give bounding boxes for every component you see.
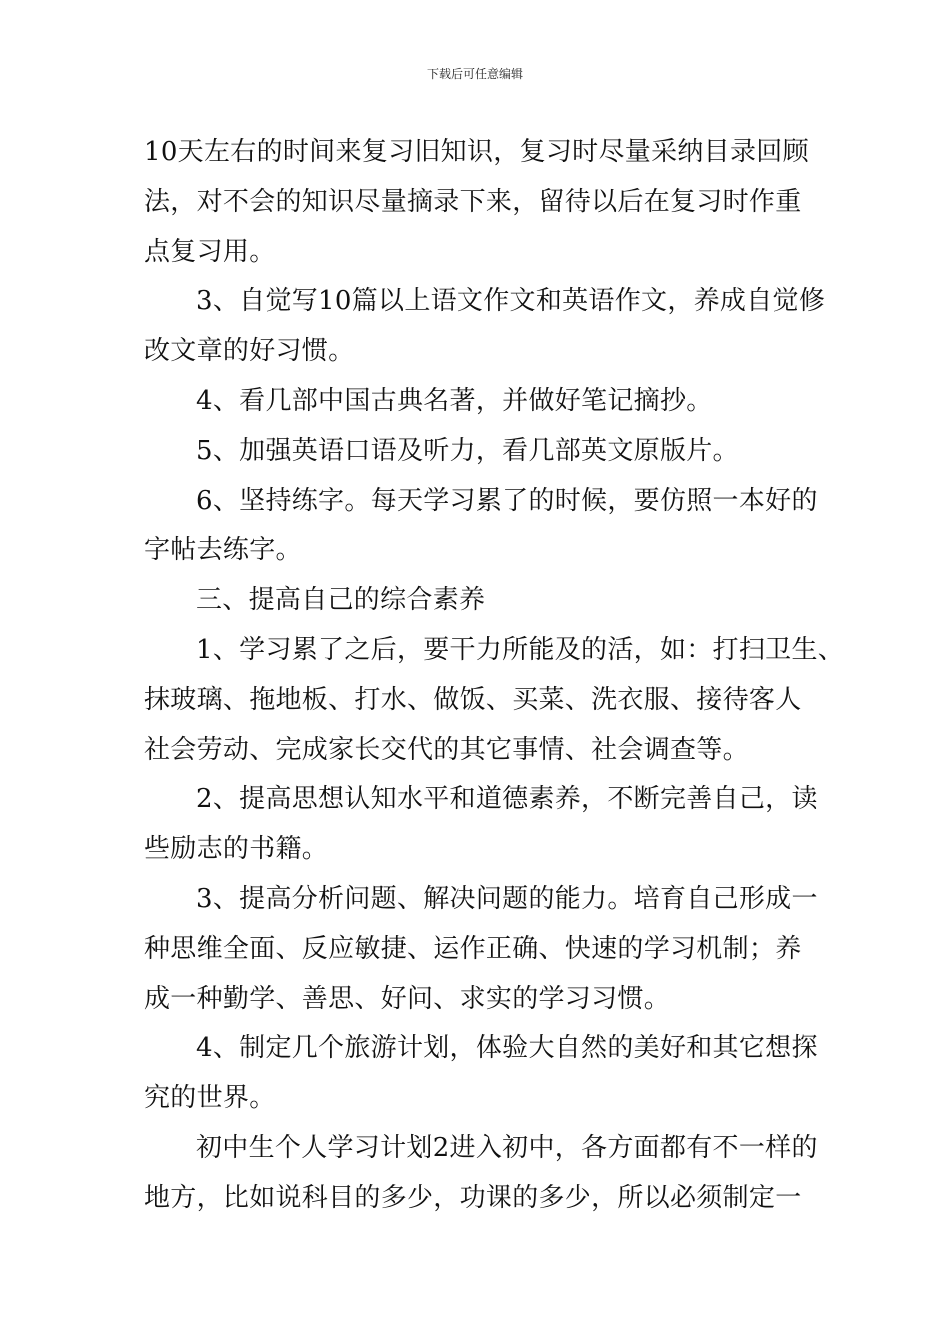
text-line: 社会劳动、完成家长交代的其它事情、社会调查等。: [144, 734, 749, 765]
text-line: 4、看几部中国古典名著，并做好笔记摘抄。: [196, 385, 713, 416]
text-line: 法，对不会的知识尽量摘录下来，留待以后在复习时作重: [144, 186, 802, 217]
paragraph: [144, 377, 812, 427]
text-line: 3、自觉写10篇以上语文作文和英语作文，养成自觉修: [196, 286, 826, 317]
paragraph: [144, 1124, 818, 1224]
text-line: 三、提高自己的综合素养: [196, 585, 486, 616]
text-line: 10天左右的时间来复习旧知识，复习时尽量采纳目录回顾: [144, 137, 809, 167]
text-line: 字帖去练字。: [144, 535, 302, 566]
text-line: 6、坚持练字。每天学习累了的时候，要仿照一本好的: [196, 485, 818, 516]
paragraph: [144, 477, 818, 577]
text-line: 抹玻璃、拖地板、打水、做饭、买菜、洗衣服、接待客人: [144, 684, 802, 715]
text-line: 1、学习累了之后，要干力所能及的活，如：打扫卫生、: [196, 634, 845, 665]
text-line: 究的世界。: [144, 1083, 276, 1114]
text-line: 地方，比如说科目的多少，功课的多少，所以必须制定一: [144, 1182, 802, 1213]
text-line: 3、提高分析问题、解决问题的能力。培育自己形成一: [196, 883, 818, 914]
text-line: 初中生个人学习计划2进入初中，各方面都有不一样的: [196, 1132, 818, 1163]
text-line: 4、制定几个旅游计划，体验大自然的美好和其它想探: [196, 1033, 818, 1064]
text-line: 种思维全面、反应敏捷、运作正确、快速的学习机制；养: [144, 933, 802, 964]
text-line: 成一种勤学、善思、好问、求实的学习习惯。: [144, 983, 671, 1014]
paragraph: [144, 427, 812, 477]
paragraph: [144, 1024, 818, 1124]
paragraph: [144, 626, 845, 775]
text-line: 5、加强英语口语及听力，看几部英文原版片。: [196, 435, 739, 466]
document-body: [144, 128, 845, 1224]
paragraph: [144, 875, 818, 1024]
text-line: 改文章的好习惯。: [144, 336, 355, 367]
paragraph: [144, 775, 818, 875]
paragraph: [144, 277, 826, 377]
text-line: 点复习用。: [144, 236, 276, 267]
text-line: 2、提高思想认知水平和道德素养，不断完善自己，读: [196, 784, 818, 815]
page-header: 下载后可任意编辑: [426, 67, 523, 81]
text-line: 些励志的书籍。: [144, 834, 329, 865]
paragraph: [144, 128, 812, 277]
paragraph: [144, 576, 812, 626]
